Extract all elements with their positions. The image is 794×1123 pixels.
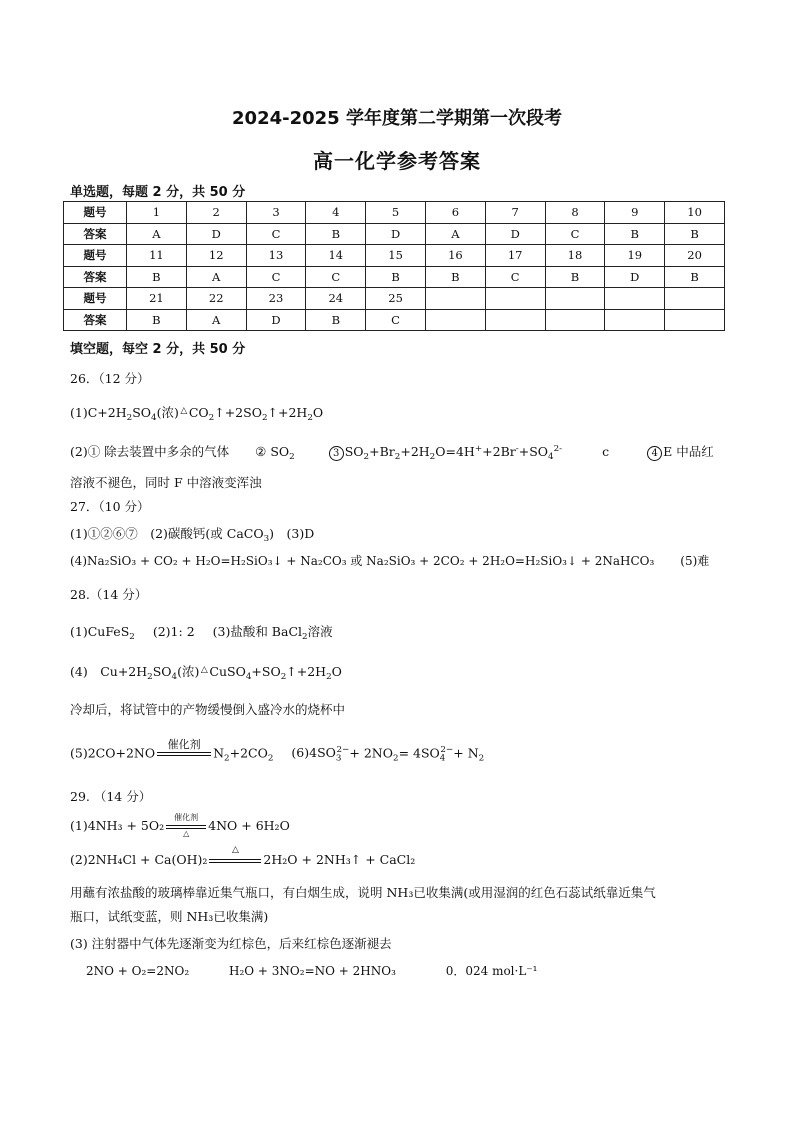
- table-cell: 15: [366, 245, 426, 267]
- table-cell: B: [665, 223, 725, 245]
- table-cell: B: [425, 266, 485, 288]
- page-subtitle: 高一化学参考答案: [313, 149, 481, 173]
- q29-answer-1: (1)4NH₃ + 5O₂ 催化剂 △ 4NO + 6H₂O: [70, 812, 290, 838]
- table-cell: B: [127, 309, 187, 331]
- table-cell: [425, 288, 485, 310]
- table-cell: C: [366, 309, 426, 331]
- table-cell: 25: [366, 288, 426, 310]
- table-row-header: 题号: [64, 202, 127, 224]
- table-cell: A: [425, 223, 485, 245]
- table-cell: 21: [127, 288, 187, 310]
- table-row-header: 题号: [64, 245, 127, 267]
- q29-answer-3-equations: 2NO + O₂=2NO₂ H₂O + 3NO₂=NO + 2HNO₃ 0．024 mol·L⁻¹: [86, 964, 538, 978]
- table-row: [64, 288, 725, 310]
- table-cell: 19: [605, 245, 665, 267]
- table-cell: A: [186, 266, 246, 288]
- table-cell: A: [127, 223, 187, 245]
- q29-answer-2: (2)2NH₄Cl + Ca(OH)₂ △ 2H₂O + 2NH₃↑ + CaCl₂: [70, 844, 416, 867]
- table-cell: 11: [127, 245, 187, 267]
- table-cell: 1: [127, 202, 187, 224]
- section-single-choice: 单选题，每题 2 分，共 50 分: [70, 185, 246, 200]
- table-row-header: 题号: [64, 288, 127, 310]
- table-cell: [485, 288, 545, 310]
- q29-answer-3: (3) 注射器中气体先逐渐变为红棕色，后来红棕色逐渐褪去: [70, 936, 392, 951]
- table-cell: C: [246, 223, 306, 245]
- table-cell: [665, 288, 725, 310]
- table-cell: 10: [665, 202, 725, 224]
- table-cell: 2: [186, 202, 246, 224]
- q27-answer-1: (1)①②⑥⑦ (2)碳酸钙(或 CaCO$_3$) (3)D: [70, 526, 315, 545]
- table-cell: B: [605, 223, 665, 245]
- table-cell: [605, 288, 665, 310]
- table-cell: B: [366, 266, 426, 288]
- section-fill-blank: 填空题，每空 2 分，共 50 分: [70, 342, 246, 357]
- table-cell: 8: [545, 202, 605, 224]
- table-row: [64, 266, 725, 288]
- table-cell: 6: [425, 202, 485, 224]
- page-title: 2024-2025 学年度第二学期第一次段考: [232, 108, 562, 129]
- table-cell: B: [665, 266, 725, 288]
- q29-heading: 29. （14 分）: [70, 789, 152, 804]
- q28-answer-5-6: (5)2CO+2NO 催化剂 $N_2+2CO_2$ $(6)4SO_3^{2-}+ 2NO_2= 4SO_4^{2-}+ N_2$: [70, 737, 485, 764]
- table-cell: D: [186, 223, 246, 245]
- table-row: [64, 223, 725, 245]
- table-cell: 17: [485, 245, 545, 267]
- table-cell: 7: [485, 202, 545, 224]
- table-cell: 4: [306, 202, 366, 224]
- table-cell: B: [545, 266, 605, 288]
- table-row-header: 答案: [64, 223, 127, 245]
- table-cell: C: [485, 266, 545, 288]
- table-cell: [425, 309, 485, 331]
- q28-answer-4-note: 冷却后，将试管中的产物缓慢倒入盛冷水的烧杯中: [70, 702, 346, 717]
- table-cell: 18: [545, 245, 605, 267]
- q29-answer-2-note-1: 用蘸有浓盐酸的玻璃棒靠近集气瓶口，有白烟生成，说明 NH₃已收集满(或用湿润的红色石蕊试纸靠近集气: [70, 885, 656, 900]
- table-cell: [545, 288, 605, 310]
- q26-answer-1: $(1)C+2H_2SO_4$(浓) △ $CO_2↑+2SO_2↑+2H_2O$: [70, 405, 324, 424]
- table-cell: [545, 309, 605, 331]
- table-cell: [665, 309, 725, 331]
- table-cell: 9: [605, 202, 665, 224]
- q28-answer-4: (4) $Cu+2H_2SO_4$(浓) △ $CuSO_4+SO_2↑+2H_2O$: [70, 664, 342, 683]
- table-cell: B: [306, 223, 366, 245]
- table-cell: D: [605, 266, 665, 288]
- q27-heading: 27．（10 分）: [70, 499, 150, 514]
- table-cell: 24: [306, 288, 366, 310]
- table-cell: [485, 309, 545, 331]
- table-cell: 20: [665, 245, 725, 267]
- q26-answer-2-cont: 溶液不褪色，同时 F 中溶液变浑浊: [70, 475, 262, 490]
- table-cell: 22: [186, 288, 246, 310]
- table-cell: D: [366, 223, 426, 245]
- answer-table: [63, 201, 725, 331]
- table-cell: 5: [366, 202, 426, 224]
- table-cell: C: [545, 223, 605, 245]
- table-row-header: 答案: [64, 266, 127, 288]
- table-cell: D: [246, 309, 306, 331]
- table-cell: 13: [246, 245, 306, 267]
- table-cell: D: [485, 223, 545, 245]
- table-cell: 14: [306, 245, 366, 267]
- q28-heading: 28.（14 分）: [70, 587, 148, 602]
- table-cell: 12: [186, 245, 246, 267]
- table-cell: B: [127, 266, 187, 288]
- table-cell: [605, 309, 665, 331]
- q28-answer-1: (1)CuFeS$_2$ (2)1: 2 (3)盐酸和 BaCl$_2$溶液: [70, 624, 333, 643]
- table-cell: 23: [246, 288, 306, 310]
- table-cell: 3: [246, 202, 306, 224]
- table-cell: C: [306, 266, 366, 288]
- q27-answer-2: (4)Na₂SiO₃ + CO₂ + H₂O=H₂SiO₃↓ + Na₂CO₃ 或 Na₂SiO₃ + 2CO₂ + 2H₂O=H₂SiO₃↓ + 2NaHCO₃ (5)难: [70, 554, 710, 568]
- q26-answer-2: (2)① 除去装置中多余的气体 ② $SO_2$ 3 $SO_2+Br_2+2H_2O=4H^++2Br^-+SO_4^{2-}$ c 4 E 中品红: [70, 443, 714, 463]
- table-cell: 16: [425, 245, 485, 267]
- table-row-header: 答案: [64, 309, 127, 331]
- table-row: [64, 202, 725, 224]
- table-row: [64, 309, 725, 331]
- q29-answer-2-note-2: 瓶口，试纸变蓝，则 NH₃已收集满): [70, 909, 269, 924]
- q26-heading: 26．（12 分）: [70, 371, 150, 386]
- table-cell: B: [306, 309, 366, 331]
- table-cell: C: [246, 266, 306, 288]
- table-cell: A: [186, 309, 246, 331]
- table-row: [64, 245, 725, 267]
